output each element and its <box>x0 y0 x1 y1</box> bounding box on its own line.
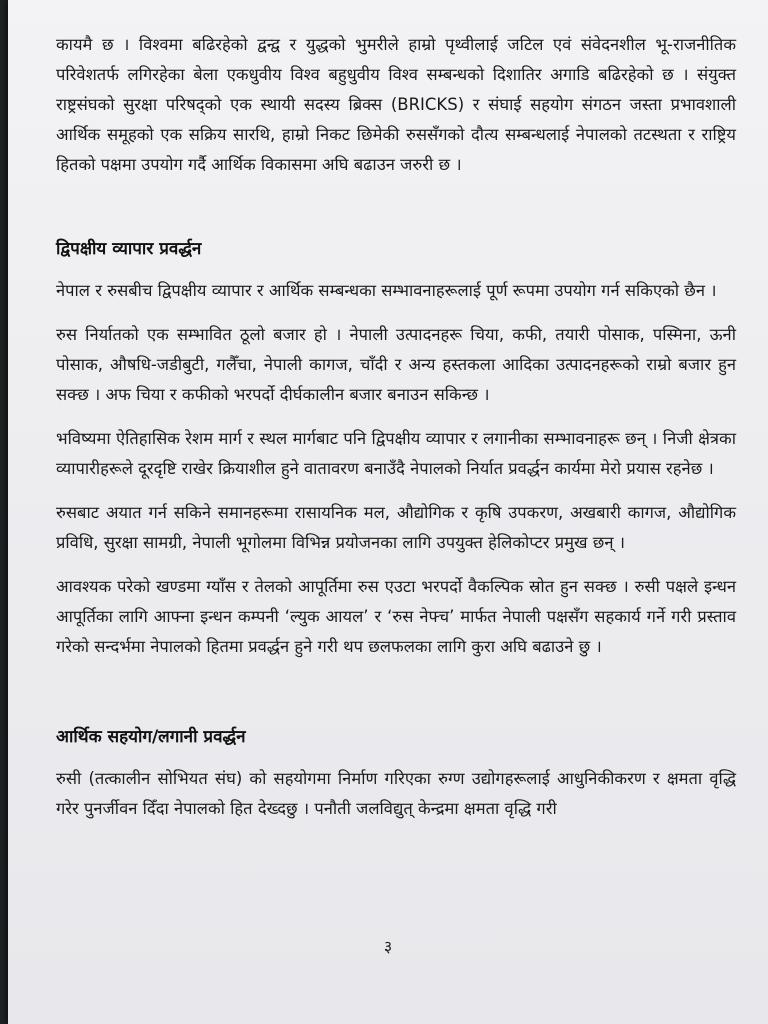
document-page <box>8 0 768 1024</box>
paragraph: रुसबाट अयात गर्न सकिने समानहरूमा रासायनिक मल, औद्योगिक र कृषि उपकरण, अखबारी कागज, औद्योगिक प्रविधि, सुरक्षा सामग्री, नेपाली भूगोलमा विभिन्न प्रयोजनका लागि उपयुक्त हेलिकोप्टर प्रमुख छन् । <box>56 503 736 552</box>
page-number: ३ <box>383 937 393 956</box>
paragraph: आवश्यक परेको खण्डमा ग्याँस र तेलको आपूर्तिमा रुस एउटा भरपर्दो वैकल्पिक स्रोत हुन सक्छ । रुसी पक्षले इन्धन आपूर्तिका लागि आफ्ना इन्धन कम्पनी ‘ल्युक आयल’ र ‘रुस नेफ्च’ मार्फत नेपाली पक्षसँग सहकार्य गर्ने गरी प्रस्ताव गरेको सन्दर्भमा नेपालको हितमा प्रवर्द्धन हुने गरी थप छलफलका लागि कुरा अघि बढाउने छु । <box>56 577 736 656</box>
section-heading-bilateral-trade: द्विपक्षीय व्यापार प्रवर्द्धन <box>56 239 202 259</box>
page-content <box>56 30 736 838</box>
paragraph: रुसी (तत्कालीन सोभियत संघ) को सहयोगमा निर्माण गरिएका रुग्ण उद्योगहरूलाई आधुनिकीकरण र क्षमता वृद्धि गरेर पुनर्जीवन दिँदा नेपालको हित देख्दछु । पनौती जलविद्युत् केन्द्रमा क्षमता वृद्धि गरी <box>56 769 736 818</box>
section-spacer <box>56 676 736 722</box>
paragraph: रुस निर्यातको एक सम्भावित ठूलो बजार हो । नेपाली उत्पादनहरू चिया, कफी, तयारी पोसाक, पस्मिना, ऊनी पोसाक, औषधि-जडीबुटी, गलैँचा, नेपाली कागज, चाँदी र अन्य हस्तकला आदिका उत्पादनहरूको राम्रो बजार हुन सक्छ । अफ चिया र कफीको भरपर्दो दीर्घकालीन बजार बनाउन सकिन्छ । <box>56 325 736 404</box>
paragraph: नेपाल र रुसबीच द्विपक्षीय व्यापार र आर्थिक सम्बन्धका सम्भावनाहरूलाई पूर्ण रूपमा उपयोग गर्न सकिएको छैन । <box>56 281 717 300</box>
section-heading-economic-cooperation: आर्थिक सहयोग/लगानी प्रवर्द्धन <box>56 727 246 747</box>
paragraph: भविष्यमा ऐतिहासिक रेशम मार्ग र स्थल मार्गबाट पनि द्विपक्षीय व्यापार र लगानीका सम्भावनाहरू छन् । निजी क्षेत्रका व्यापारीहरूले दूरदृष्टि राखेर क्रियाशील हुने वातावरण बनाउँदै नेपालको निर्यात प्रवर्द्धन कार्यमा मेरो प्रयास रहनेछ । <box>56 429 736 478</box>
intro-paragraph: कायमै छ । विश्वमा बढिरहेको द्वन्द्व र युद्धको भुमरीले हाम्रो पृथ्वीलाई जटिल एवं संवेदनशील भू-राजनीतिक परिवेशतर्फ लगिरहेका बेला एकधुवीय विश्व बहुधुवीय विश्व सम्बन्धको दिशातिर अगाडि बढिरहेको छ । संयुक्त राष्ट्रसंघको सुरक्षा परिषद्को एक स्थायी सदस्य ब्रिक्स (BRICKS) र संघाई सहयोग संगठन जस्ता प्रभावशाली आर्थिक समूहको एक सक्रिय सारथि, हाम्रो निकट छिमेकी रुससँगको दौत्य सम्बन्धलाई नेपालको तटस्थता र राष्ट्रिय हितको पक्षमा उपयोग गर्दै आर्थिक विकासमा अघि बढाउन जरुरी छ । <box>56 35 736 174</box>
section-spacer <box>56 194 736 234</box>
